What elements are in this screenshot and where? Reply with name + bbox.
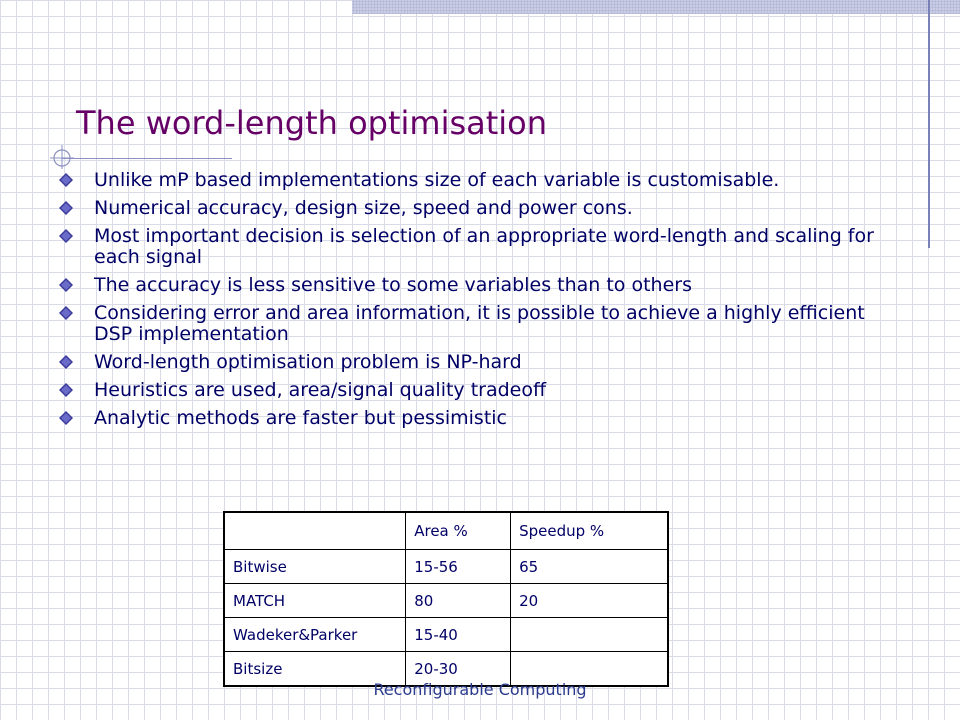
table-cell: Bitsize — [224, 652, 406, 687]
table-header-cell: Area % — [406, 512, 511, 550]
table-header-cell — [224, 512, 406, 550]
bullet-item — [56, 170, 876, 191]
diamond-bullet-icon — [59, 201, 73, 215]
table-cell — [511, 618, 668, 652]
bullet-list — [56, 170, 876, 436]
diamond-bullet-icon — [59, 306, 73, 320]
bullet-text: Most important decision is selection of an appropriate word-length and scaling for each signal — [94, 225, 874, 268]
table-cell: 65 — [511, 550, 668, 584]
title-underline — [62, 158, 232, 159]
bullet-item — [56, 408, 876, 429]
slide-title: The word-length optimisation — [76, 104, 548, 142]
bullet-text: Unlike mP based implementations size of each variable is customisable. — [94, 169, 780, 191]
table-cell: Wadeker&Parker — [224, 618, 406, 652]
table-header-row — [224, 512, 668, 550]
crosshair-icon — [50, 145, 74, 169]
bullet-text: Numerical accuracy, design size, speed and power cons. — [94, 197, 633, 219]
diamond-bullet-icon — [59, 355, 73, 369]
table-row — [224, 550, 668, 584]
top-decorative-band — [352, 0, 960, 14]
bullet-item — [56, 380, 876, 401]
diamond-bullet-icon — [59, 173, 73, 187]
diamond-bullet-icon — [59, 383, 73, 397]
bullet-text: Analytic methods are faster but pessimistic — [94, 407, 507, 429]
table-cell: 20-30 — [406, 652, 511, 687]
right-decorative-rule — [928, 0, 930, 248]
table-header-cell: Speedup % — [511, 512, 668, 550]
bullet-item — [56, 303, 876, 345]
table-cell: 15-40 — [406, 618, 511, 652]
table-cell: MATCH — [224, 584, 406, 618]
bullet-text: Considering error and area information, it is possible to achieve a highly efficient DSP implementation — [94, 302, 865, 345]
bullet-item — [56, 352, 876, 373]
bullet-text: Word-length optimisation problem is NP-hard — [94, 351, 522, 373]
diamond-bullet-icon — [59, 229, 73, 243]
bullet-item — [56, 226, 876, 268]
table-cell: 15-56 — [406, 550, 511, 584]
bullet-item — [56, 275, 876, 296]
diamond-bullet-icon — [59, 411, 73, 425]
slide-footer: Reconfigurable Computing — [373, 680, 587, 699]
table-cell: 20 — [511, 584, 668, 618]
bullet-text: Heuristics are used, area/signal quality tradeoff — [94, 379, 547, 401]
table-row — [224, 584, 668, 618]
diamond-bullet-icon — [59, 278, 73, 292]
bullet-item — [56, 198, 876, 219]
table-cell: 80 — [406, 584, 511, 618]
table-row — [224, 618, 668, 652]
results-table — [223, 511, 669, 687]
bullet-text: The accuracy is less sensitive to some variables than to others — [94, 274, 692, 296]
table-cell: Bitwise — [224, 550, 406, 584]
